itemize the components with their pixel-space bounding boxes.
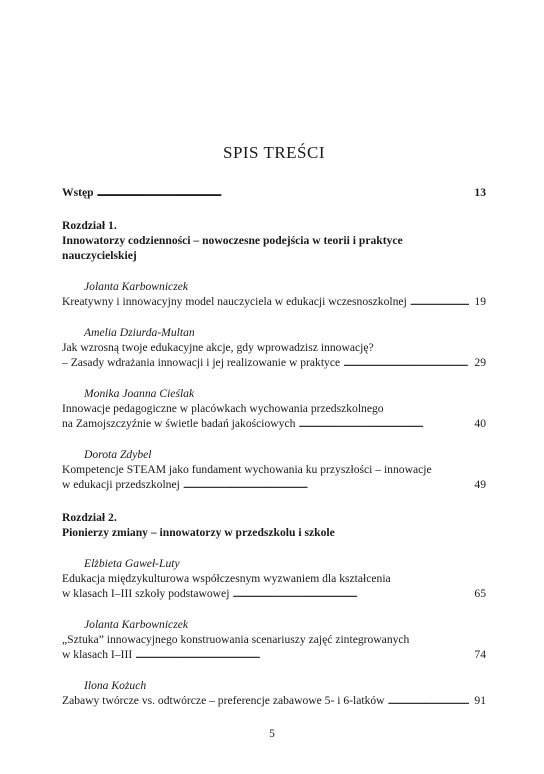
entry-page: 40 [474,417,486,430]
entry-title-line2: na Zamojszczyźnie w świetle badań jakościowych [62,417,296,430]
entry-author: Jolanta Karbowniczek [84,618,189,631]
entry-page: 74 [474,648,486,661]
toc-entry[interactable] [62,325,486,370]
entry-page: 65 [474,587,486,600]
chapter-2 [62,510,486,708]
toc-entry[interactable] [62,678,486,708]
toc-entry[interactable] [62,386,486,431]
intro-page: 13 [474,186,486,199]
dot-leader [232,586,469,601]
table-of-contents [62,185,486,708]
chapter-1 [62,218,486,492]
dot-leader [410,294,469,309]
page-title: SPIS TREŚCI [222,143,326,162]
entry-page: 29 [474,356,486,369]
entry-title-line1: „Sztuka” innowacyjnego konstruowania scenariuszy zajęć zintegrowanych [62,633,410,646]
entry-title-line2: w klasach I–III szkoły podstawowej [62,587,230,600]
dot-leader [343,355,469,370]
toc-entry[interactable] [62,556,486,601]
chapter-1-title-line2: nauczycielskiej [62,249,137,262]
entry-author: Ilona Kożuch [84,679,147,692]
entry-author: Dorota Zdybel [84,448,152,461]
chapter-1-title-line1: Innowatorzy codzienności – nowoczesne podejścia w teorii i praktyce [62,234,403,247]
chapter-1-heading: Rozdział 1. [62,219,117,232]
dot-leader [388,693,469,708]
entry-page: 91 [474,694,486,707]
toc-entry[interactable] [62,279,486,309]
toc-entry-intro[interactable] [62,185,486,200]
chapter-2-title: Pionierzy zmiany – innowatorzy w przedszkolu i szkole [62,526,335,539]
entry-title-line1: Kompetencje STEAM jako fundament wychowania ku przyszłości – innowacje [62,463,432,476]
dot-leader [97,185,469,200]
entry-title-line1: Edukacja międzykulturowa współczesnym wyzwaniem dla kształcenia [62,572,391,585]
entry-title-line2: – Zasady wdrażania innowacji i jej realizowanie w praktyce [62,356,341,369]
entry-author: Monika Joanna Cieślak [84,387,195,400]
entry-title: Zabawy twórcze vs. odtwórcze – preferencje zabawowe 5- i 6-latków [62,694,385,707]
entry-title: Kreatywny i innowacyjny model nauczyciela w edukacji wczesnoszkolnej [62,295,407,308]
entry-author: Amelia Dziurda-Multan [84,326,195,339]
entry-page: 49 [474,478,486,491]
entry-title-line2: w klasach I–III [62,648,133,661]
entry-title-line1: Jak wzrosną twoje edukacyjne akcje, gdy wprowadzisz innowację? [62,341,374,354]
dot-leader [298,416,469,431]
page-number: 5 [269,728,275,740]
toc-entry[interactable] [62,447,486,492]
entry-page: 19 [474,295,486,308]
entry-title-line2: w edukacji przedszkolnej [62,478,180,491]
dot-leader [183,477,469,492]
entry-author: Elżbieta Gaweł-Luty [84,557,180,570]
toc-entry[interactable] [62,617,486,662]
dot-leader [135,647,469,662]
entry-title-line1: Innowacje pedagogiczne w placówkach wychowania przedszkolnego [62,402,384,415]
chapter-2-heading: Rozdział 2. [62,511,117,524]
intro-label: Wstęp [62,186,94,199]
entry-author: Jolanta Karbowniczek [84,280,189,293]
